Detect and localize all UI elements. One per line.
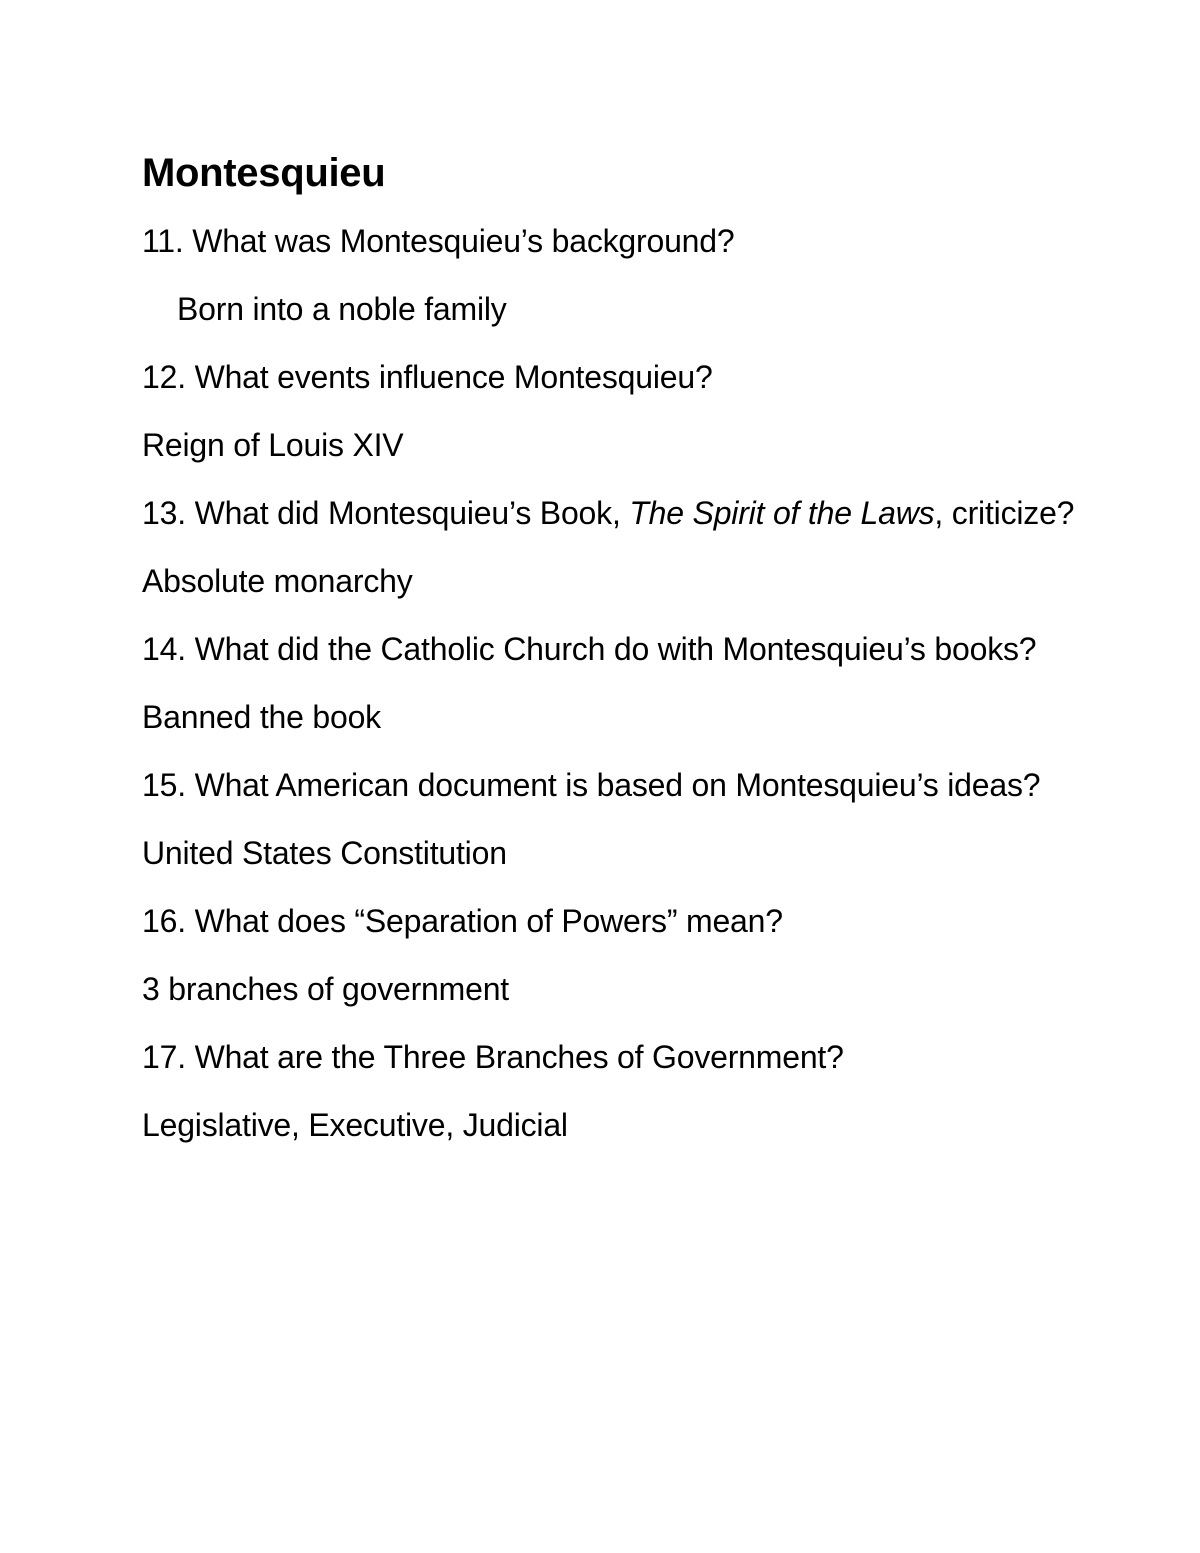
question-14: 14. What did the Catholic Church do with Montesquieu’s books?	[142, 631, 1037, 667]
qa-item-16	[142, 896, 1082, 1014]
question-17: 17. What are the Three Branches of Government?	[142, 1039, 844, 1075]
answer-16: 3 branches of government	[142, 971, 509, 1007]
question-13-text-start: 13. What did Montesquieu’s Book,	[142, 495, 630, 531]
answer-11: Born into a noble family	[177, 291, 507, 327]
question-15: 15. What American document is based on Montesquieu’s ideas?	[142, 767, 1041, 803]
book-title: The Spirit of the Laws	[629, 495, 935, 531]
document-content	[142, 148, 1082, 1168]
answer-13: Absolute monarchy	[142, 563, 413, 599]
qa-item-15	[142, 760, 1082, 878]
qa-item-11	[142, 216, 1082, 334]
answer-14: Banned the book	[142, 699, 381, 735]
qa-item-12	[142, 352, 1082, 470]
question-13-text-end: , criticize?	[934, 495, 1075, 531]
qa-item-14	[142, 624, 1082, 742]
answer-17: Legislative, Executive, Judicial	[142, 1107, 568, 1143]
question-13	[142, 488, 1082, 538]
answer-15: United States Constitution	[142, 835, 507, 871]
qa-item-17	[142, 1032, 1082, 1150]
question-11: 11. What was Montesquieu’s background?	[142, 223, 735, 259]
question-12: 12. What events influence Montesquieu?	[142, 359, 713, 395]
answer-12: Reign of Louis XIV	[142, 427, 404, 463]
document-title: Montesquieu	[142, 151, 386, 195]
qa-item-13	[142, 488, 1082, 606]
question-16: 16. What does “Separation of Powers” mean?	[142, 903, 783, 939]
